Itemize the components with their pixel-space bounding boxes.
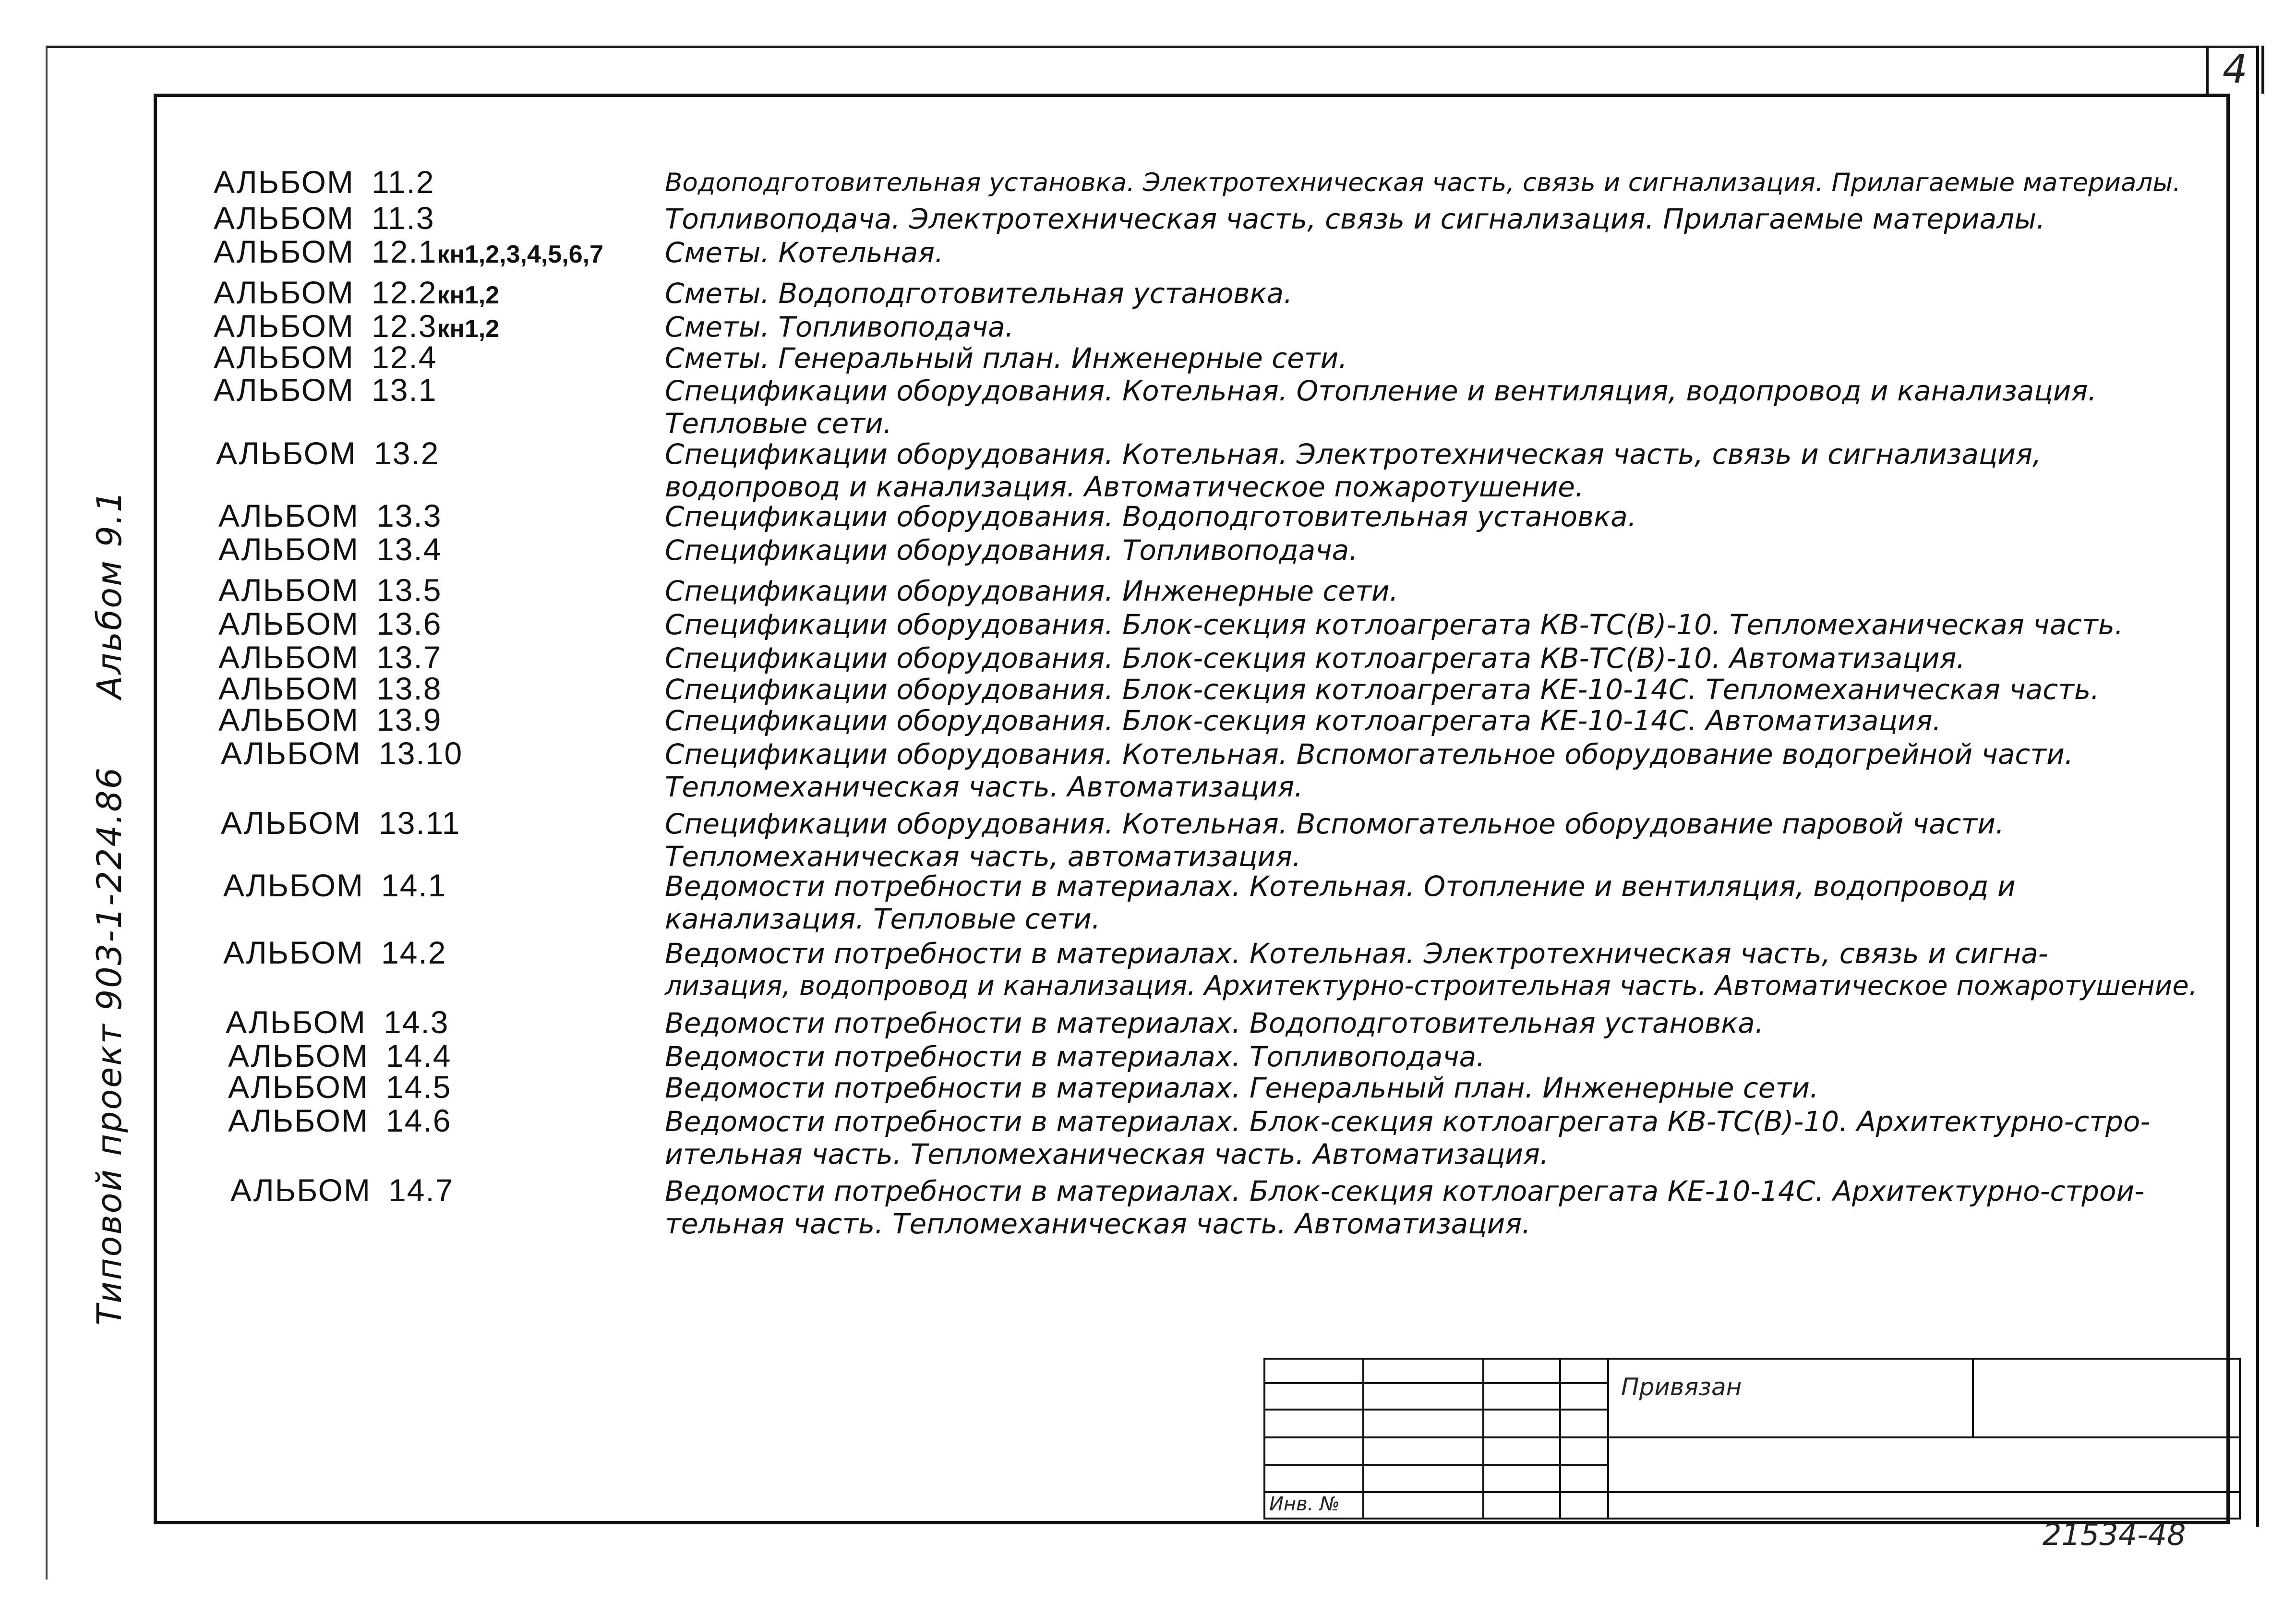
album-word: АЛЬБОМ [221, 805, 361, 841]
grid-row-5 [1263, 1358, 1609, 1493]
inv-number-label: Инв. № [1269, 1493, 1340, 1515]
album-label [214, 200, 435, 236]
album-description: Спецификации оборудования. Котельная. Вспомогательное оборудование паровой части. [665, 808, 2005, 840]
album-word: АЛЬБОМ [214, 234, 354, 269]
sheet-number: 4 [2206, 46, 2264, 94]
title-block [1263, 1358, 2241, 1520]
album-number: 14.6 [385, 1103, 452, 1138]
album-number: 12.1 [371, 234, 437, 269]
album-description: Спецификации оборудования. Блок-секция котлоагрегата КВ-ТС(В)-10. Автоматизация. [665, 642, 1965, 675]
album-description: Сметы. Водоподготовительная установка. [665, 277, 1293, 310]
album-description: Спецификации оборудования. Инженерные сети. [665, 575, 1398, 607]
album-description: канализация. Тепловые сети. [665, 903, 1101, 935]
album-number: 12.2 [371, 275, 437, 310]
album-word: АЛЬБОМ [228, 1038, 369, 1073]
album-description: тельная часть. Тепломеханическая часть. Автоматизация. [665, 1207, 1531, 1240]
album-description: Ведомости потребности в материалах. Водоподготовительная установка. [665, 1007, 1764, 1039]
side-album-text: Альбом 9.1 [90, 489, 129, 699]
album-label [214, 372, 437, 408]
album-description: Спецификации оборудования. Водоподготовительная установка. [665, 500, 1637, 533]
album-word: АЛЬБОМ [226, 1004, 366, 1040]
album-books: кн1,2 [437, 281, 500, 309]
album-label [223, 867, 446, 904]
album-description: Ведомости потребности в материалах. Котельная. Электротехническая часть, связь и сигна- [665, 937, 2048, 970]
album-number: 13.7 [376, 639, 442, 675]
album-word: АЛЬБОМ [218, 572, 359, 608]
album-label [218, 497, 442, 534]
album-label [214, 339, 437, 375]
album-label [226, 1004, 449, 1040]
album-word: АЛЬБОМ [216, 435, 357, 471]
album-word: АЛЬБОМ [218, 531, 359, 567]
album-description: Тепломеханическая часть. Автоматизация. [665, 771, 1303, 803]
album-description: Тепловые сети. [665, 407, 892, 440]
album-books: кн1,2 [437, 315, 500, 343]
album-description: Тепломеханическая часть, автоматизация. [665, 840, 1301, 873]
album-description: Ведомости потребности в материалах. Топливоподача. [665, 1040, 1485, 1073]
album-description: Ведомости потребности в материалах. Блок-секция котлоагрегата КЕ-10-14С. Архитектурно-строи- [665, 1175, 2145, 1207]
album-label [218, 572, 442, 608]
album-word: АЛЬБОМ [218, 702, 359, 737]
album-number: 13.10 [378, 736, 463, 771]
album-number: 13.1 [371, 372, 437, 408]
album-word: АЛЬБОМ [218, 498, 359, 533]
album-number: 13.5 [376, 572, 442, 608]
album-number: 11.2 [371, 164, 435, 200]
album-number: 14.1 [381, 868, 447, 903]
album-word: АЛЬБОМ [214, 275, 354, 310]
privyazan-label: Привязан [1621, 1373, 1742, 1401]
album-word: АЛЬБОМ [218, 606, 359, 641]
album-description: Ведомости потребности в материалах. Блок-секция котлоагрегата КВ-ТС(В)-10. Архитектурно-стро- [665, 1105, 2151, 1138]
album-number: 13.6 [376, 606, 442, 641]
album-label [214, 274, 499, 311]
album-word: АЛЬБОМ [230, 1172, 371, 1208]
album-label [221, 805, 460, 841]
album-word: АЛЬБОМ [228, 1103, 369, 1138]
album-word: АЛЬБОМ [214, 308, 354, 344]
album-label [214, 164, 435, 200]
album-word: АЛЬБОМ [221, 736, 361, 771]
album-word: АЛЬБОМ [228, 1069, 369, 1105]
album-word: АЛЬБОМ [214, 339, 354, 375]
album-word: АЛЬБОМ [214, 372, 354, 408]
album-word: АЛЬБОМ [223, 868, 364, 903]
right-border [2256, 46, 2259, 1527]
album-books: кн1,2,3,4,5,6,7 [437, 241, 604, 268]
album-description: Спецификации оборудования. Топливоподача. [665, 534, 1358, 567]
album-description: лизация, водопровод и канализация. Архитектурно-строительная часть. Автоматическое пожаротушение. [665, 970, 2198, 1001]
album-number: 14.3 [383, 1004, 449, 1040]
album-number: 14.7 [388, 1172, 454, 1208]
album-number: 11.3 [371, 200, 435, 236]
album-label [214, 233, 603, 270]
album-label [228, 1102, 451, 1139]
album-label [223, 934, 446, 971]
album-word: АЛЬБОМ [214, 200, 354, 236]
album-number: 14.5 [385, 1069, 452, 1105]
album-number: 12.3 [371, 308, 437, 344]
album-description: Ведомости потребности в материалах. Генеральный план. Инженерные сети. [665, 1072, 1819, 1104]
album-number: 12.4 [371, 339, 437, 375]
album-label [218, 701, 442, 738]
album-description: Топливоподача. Электротехническая часть, связь и сигнализация. Прилагаемые материалы. [665, 203, 2045, 235]
album-word: АЛЬБОМ [223, 935, 364, 970]
album-word: АЛЬБОМ [218, 639, 359, 675]
album-description: Ведомости потребности в материалах. Котельная. Отопление и вентиляция, водопровод и [665, 870, 2016, 903]
album-label [221, 735, 463, 772]
album-description: ительная часть. Тепломеханическая часть. Автоматизация. [665, 1138, 1549, 1170]
album-description: Водоподготовительная установка. Электротехническая часть, связь и сигнализация. Прилагаемые материалы. [665, 168, 2181, 197]
album-label [228, 1069, 451, 1105]
album-number: 13.11 [378, 805, 461, 841]
drawing-code: 21534-48 [2043, 1517, 2186, 1552]
album-label [218, 531, 442, 567]
album-description: Спецификации оборудования. Блок-секция котлоагрегата КЕ-10-14С. Тепломеханическая часть. [665, 673, 2100, 706]
album-label [230, 1172, 454, 1208]
album-word: АЛЬБОМ [218, 671, 359, 706]
side-stamp [90, 490, 129, 1326]
album-description: Спецификации оборудования. Блок-секция котлоагрегата КВ-ТС(В)-10. Тепломеханическая часть. [665, 608, 2124, 641]
album-description: Сметы. Топливоподача. [665, 311, 1014, 343]
album-number: 13.3 [376, 498, 442, 533]
album-number: 14.2 [381, 935, 447, 970]
album-number: 13.2 [373, 435, 440, 471]
side-project-text: Типовой проект 903-1-224.86 [90, 766, 129, 1326]
album-description: Спецификации оборудования. Блок-секция котлоагрегата КЕ-10-14С. Автоматизация. [665, 704, 1942, 737]
album-label [218, 605, 442, 642]
album-description: Спецификации оборудования. Котельная. Электротехническая часть, связь и сигнализация, [665, 438, 2042, 470]
album-description: Сметы. Генеральный план. Инженерные сети. [665, 342, 1347, 374]
album-number: 13.9 [376, 702, 442, 737]
album-word: АЛЬБОМ [214, 164, 354, 200]
album-number: 13.4 [376, 531, 442, 567]
album-description: Сметы. Котельная. [665, 236, 944, 269]
album-number: 14.4 [385, 1038, 452, 1073]
album-label [216, 435, 439, 471]
album-description: водопровод и канализация. Автоматическое пожаротушение. [665, 470, 1584, 503]
album-number: 13.8 [376, 671, 442, 706]
album-description: Спецификации оборудования. Котельная. Вспомогательное оборудование водогрейной части. [665, 738, 2074, 771]
album-description: Спецификации оборудования. Котельная. Отопление и вентиляция, водопровод и канализация. [665, 374, 2097, 407]
